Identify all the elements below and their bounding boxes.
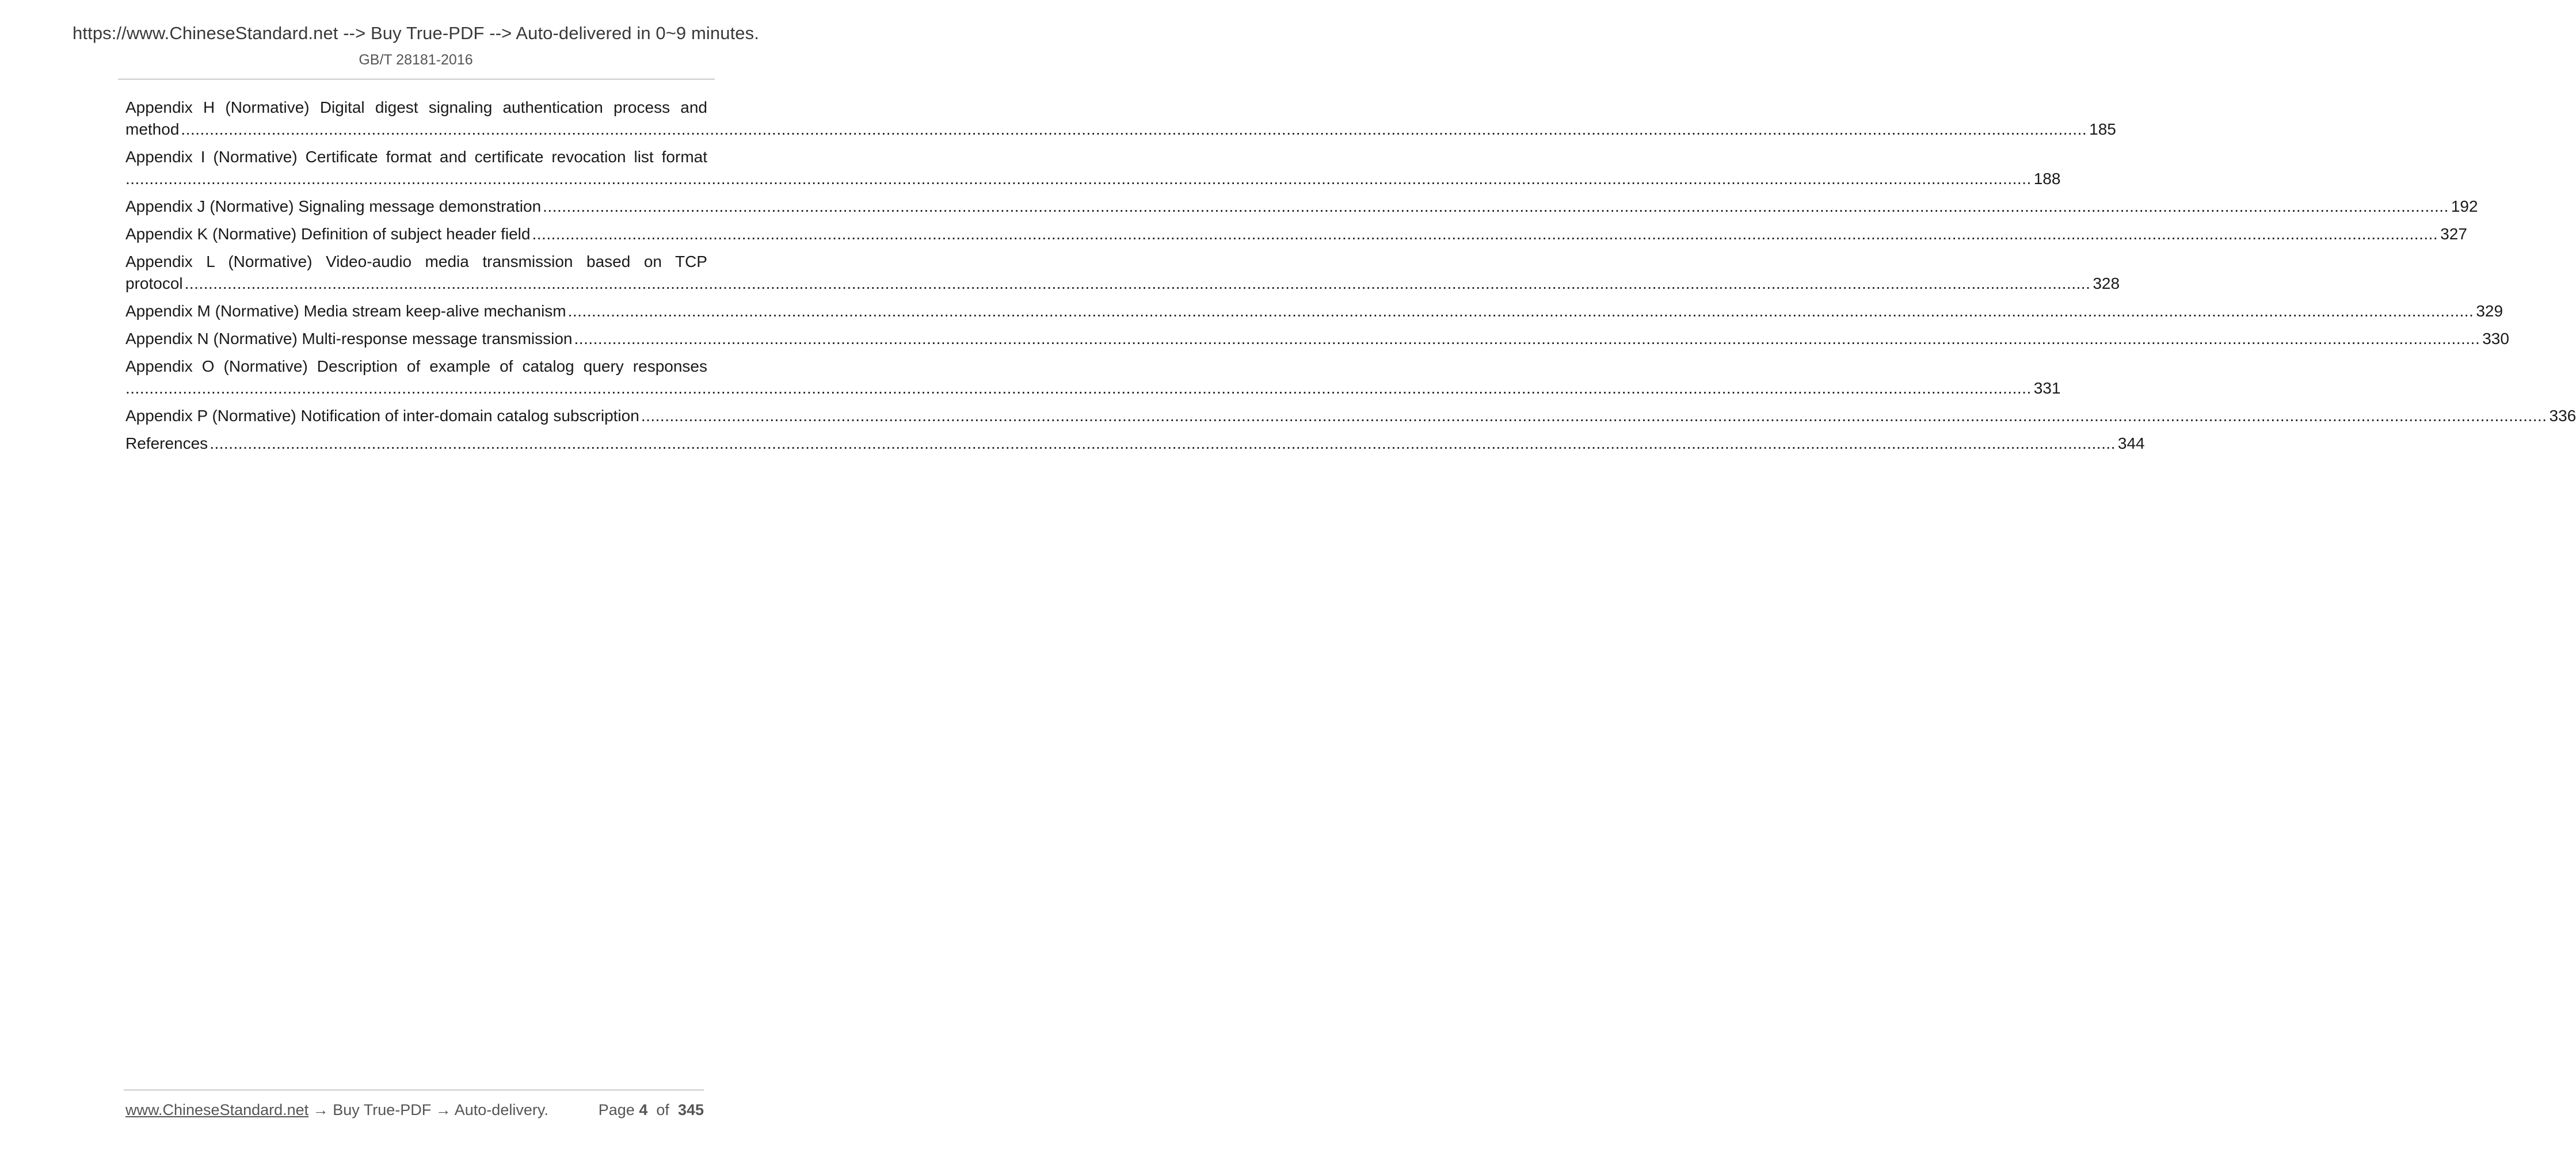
toc-entry-title: References [125, 434, 208, 452]
toc-entry-appendix-n[interactable] [125, 328, 2509, 350]
toc-entry-appendix-o[interactable] [125, 356, 2061, 399]
page-label: Page [598, 1101, 635, 1118]
toc-entry-title-tail: protocol [125, 274, 183, 292]
toc-entry-title: Appendix K (Normative) Definition of subject header field [125, 225, 531, 243]
arrow-icon: → [431, 1101, 455, 1118]
page-indicator [599, 1101, 704, 1119]
toc-entry-appendix-j[interactable] [125, 196, 2478, 217]
toc-leader-dots: ................................................................................................................................................................................................................................................................................................................................................................................................................ [184, 274, 2091, 292]
toc-page-number: 185 [2089, 120, 2116, 138]
toc-entry-title-line: Appendix H (Normative) Digital digest signaling authentication process and [125, 98, 707, 116]
toc-leader-dots: ................................................................................................................................................................................................................................................................................................................................................................................................................ [641, 407, 2547, 425]
toc-entry-title: Appendix N (Normative) Multi-response message transmission [125, 330, 573, 348]
toc-page-number: 192 [2451, 197, 2478, 215]
toc-entry-title-tail: method [125, 120, 180, 138]
toc-entry-title-line: Appendix I (Normative) Certificate format and certificate revocation list format [125, 148, 707, 166]
arrow-icon: → [308, 1101, 333, 1118]
toc-leader-dots: ................................................................................................................................................................................................................................................................................................................................................................................................................ [567, 302, 2474, 320]
toc-entry-appendix-i[interactable] [125, 146, 2061, 190]
page-of-label: of [656, 1101, 669, 1118]
toc-page-number: 327 [2440, 225, 2467, 243]
toc-entry-appendix-l[interactable] [125, 251, 2120, 295]
toc-page-number: 344 [2117, 434, 2145, 452]
toc-entry-references[interactable] [125, 433, 2145, 455]
toc-page-number: 188 [2033, 170, 2061, 188]
toc-page-number: 328 [2093, 274, 2120, 292]
toc-leader-dots: ................................................................................................................................................................................................................................................................................................................................................................................................................ [125, 379, 2032, 397]
toc-entry-title-line: Appendix L (Normative) Video-audio media transmission based on TCP [125, 253, 707, 270]
standard-code: GB/T 28181-2016 [359, 52, 473, 68]
toc-leader-dots: ................................................................................................................................................................................................................................................................................................................................................................................................................ [574, 330, 2480, 348]
toc-page-number: 336 [2549, 407, 2576, 425]
toc-entry-title: Appendix P (Normative) Notification of inter-domain catalog subscription [125, 407, 639, 425]
toc-entry-title: Appendix M (Normative) Media stream keep-alive mechanism [125, 302, 566, 320]
toc-leader-dots: ................................................................................................................................................................................................................................................................................................................................................................................................................ [181, 120, 2087, 138]
toc-page-number: 331 [2033, 379, 2061, 397]
table-of-contents [125, 97, 2576, 460]
toc-entry-appendix-h[interactable] [125, 97, 2116, 140]
toc-leader-dots: ................................................................................................................................................................................................................................................................................................................................................................................................................ [125, 170, 2032, 188]
footer-delivery-text: Auto-delivery. [454, 1101, 548, 1118]
toc-page-number: 329 [2476, 302, 2503, 320]
footer-buy-text: Buy True-PDF [333, 1101, 432, 1118]
page-total: 345 [677, 1101, 704, 1118]
toc-entry-appendix-k[interactable] [125, 223, 2467, 245]
toc-leader-dots: ................................................................................................................................................................................................................................................................................................................................................................................................................ [209, 434, 2116, 452]
toc-page-number: 330 [2482, 330, 2509, 348]
toc-entry-title: Appendix J (Normative) Signaling message demonstration [125, 197, 542, 215]
toc-entry-title-line: Appendix O (Normative) Description of example of catalog query responses [125, 357, 707, 375]
page-current: 4 [639, 1101, 648, 1118]
toc-leader-dots: ................................................................................................................................................................................................................................................................................................................................................................................................................ [532, 225, 2438, 243]
toc-leader-dots: ................................................................................................................................................................................................................................................................................................................................................................................................................ [543, 197, 2449, 215]
header-url-line: https://www.ChineseStandard.net --> Buy True-PDF --> Auto-delivered in 0~9 minutes. [73, 23, 759, 43]
footer-site-link[interactable]: www.ChineseStandard.net [125, 1101, 309, 1118]
toc-entry-appendix-m[interactable] [125, 300, 2503, 322]
toc-entry-appendix-p[interactable] [125, 405, 2576, 427]
